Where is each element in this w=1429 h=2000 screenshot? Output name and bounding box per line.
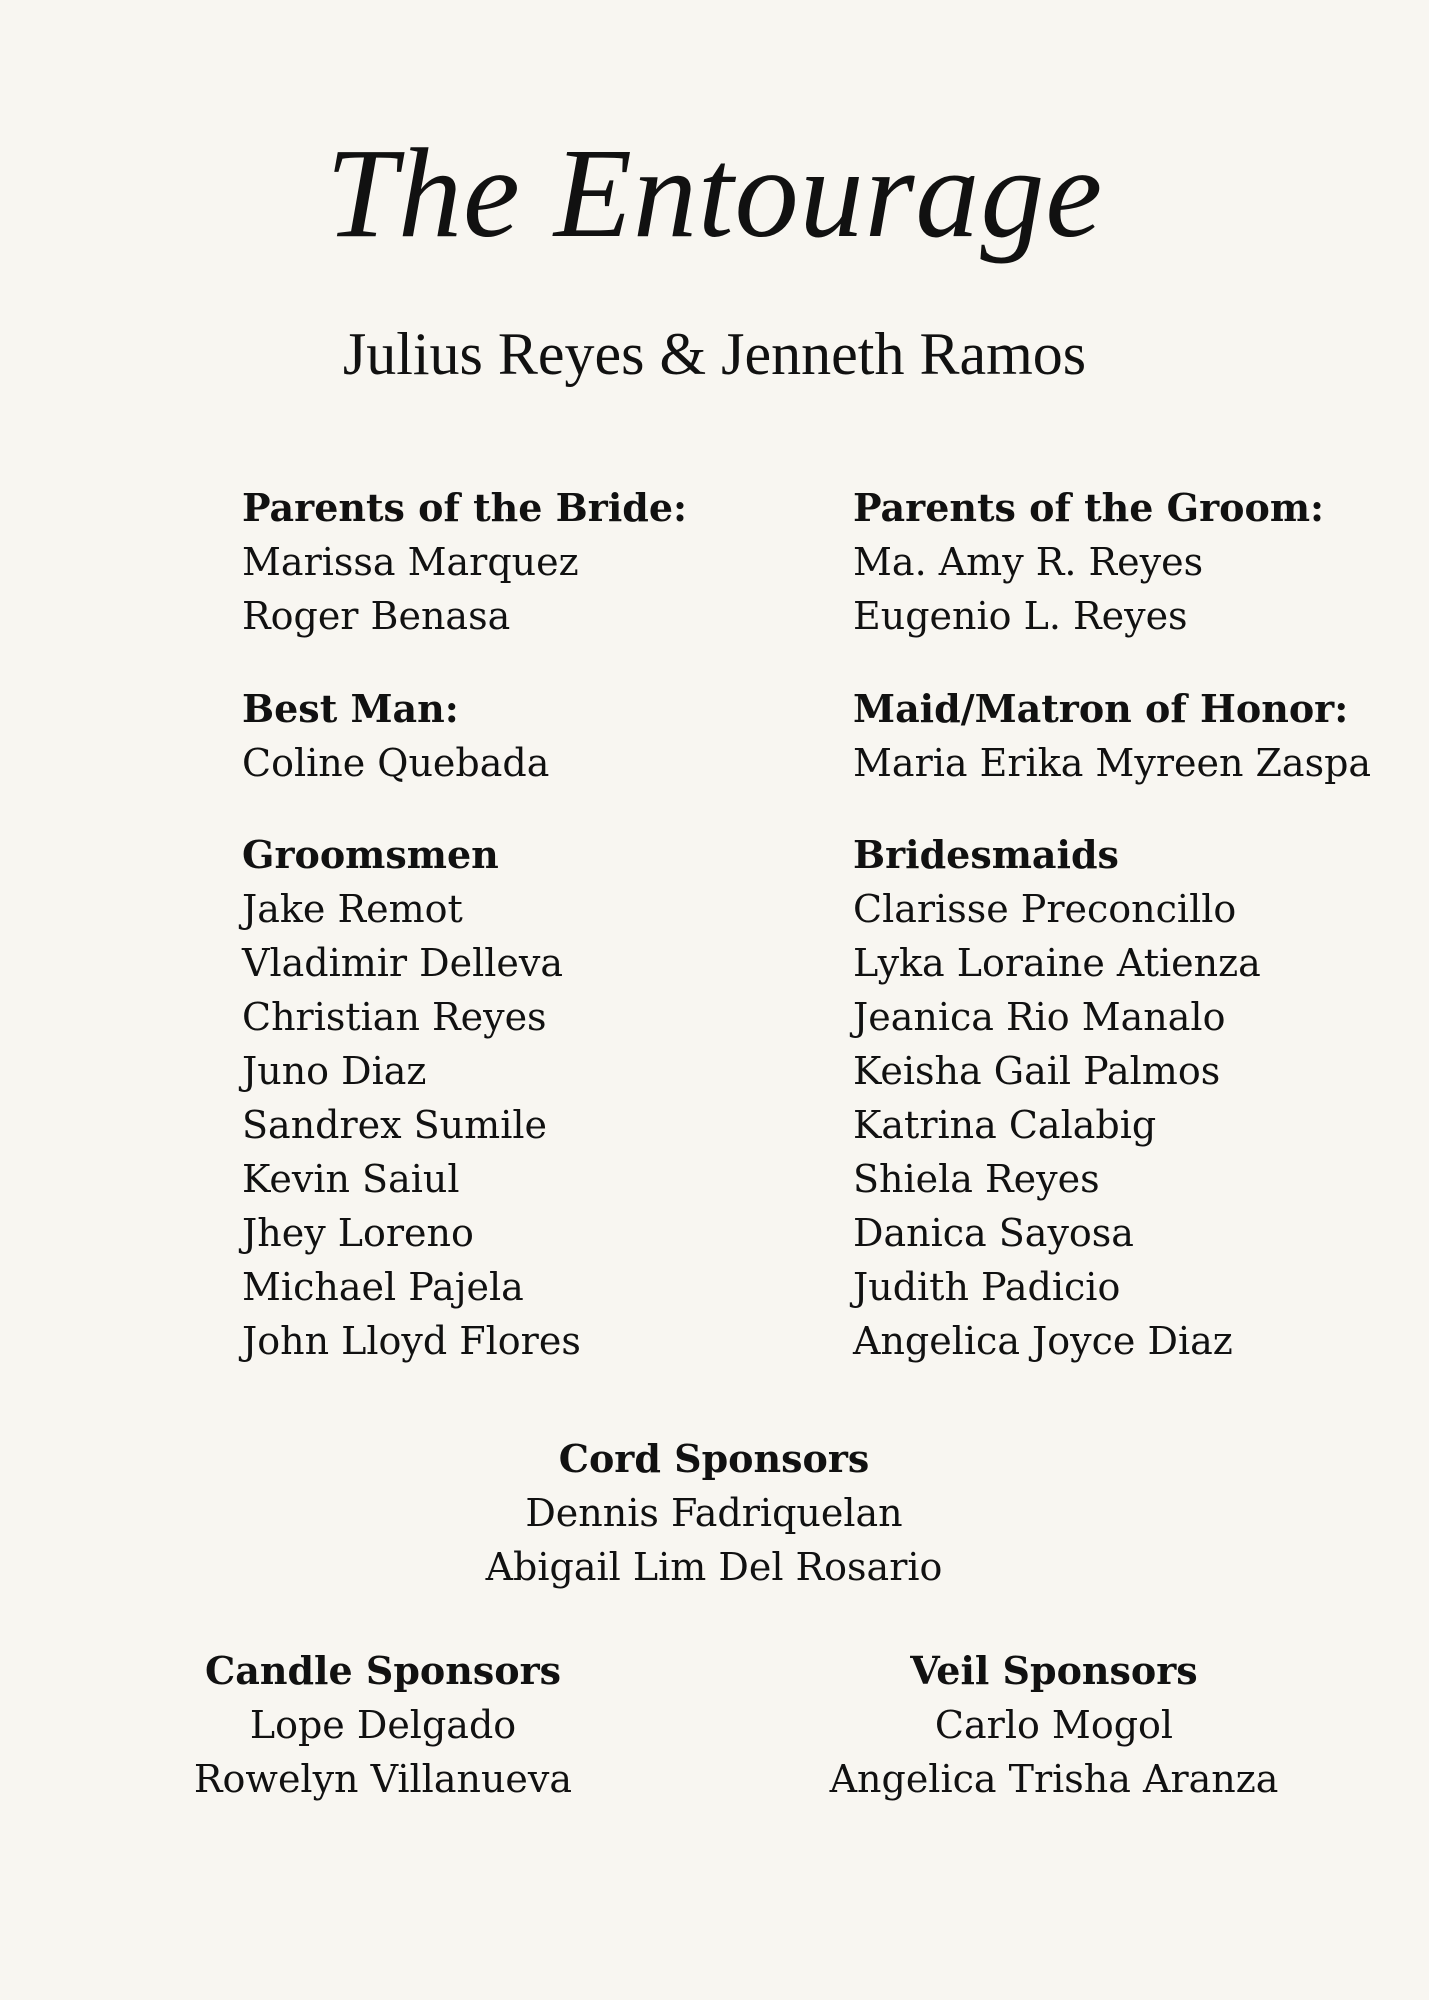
- section-heading: Groomsmen: [242, 832, 499, 877]
- entourage-name: Lyka Loraine Atienza: [853, 941, 1261, 985]
- page-title: The Entourage: [325, 122, 1104, 264]
- entourage-name: Ma. Amy R. Reyes: [853, 540, 1204, 584]
- entourage-name: Michael Pajela: [242, 1265, 524, 1309]
- candle-sponsors-section: [133, 1644, 633, 1806]
- entourage-name: Katrina Calabig: [853, 1103, 1157, 1147]
- section-heading: Candle Sponsors: [204, 1648, 562, 1693]
- entourage-name: Juno Diaz: [242, 1049, 427, 1093]
- entourage-name: Vladimir Delleva: [242, 941, 564, 985]
- entourage-name: Eugenio L. Reyes: [853, 594, 1188, 638]
- entourage-name: Angelica Trisha Aranza: [829, 1757, 1279, 1801]
- groomsmen-section: [242, 828, 581, 1368]
- entourage-name: Carlo Mogol: [934, 1703, 1174, 1747]
- entourage-name: Lope Delgado: [249, 1703, 517, 1747]
- entourage-name: Angelica Joyce Diaz: [853, 1319, 1233, 1363]
- entourage-name: Abigail Lim Del Rosario: [485, 1545, 943, 1589]
- entourage-name: Jhey Loreno: [242, 1211, 474, 1255]
- entourage-name: Danica Sayosa: [853, 1211, 1134, 1255]
- parents-of-bride-section: [242, 481, 687, 643]
- section-heading: Best Man:: [242, 686, 459, 731]
- maid-of-honor-section: [853, 682, 1371, 790]
- section-heading: Cord Sponsors: [558, 1436, 870, 1481]
- couple-names: Julius Reyes & Jenneth Ramos: [342, 321, 1087, 387]
- entourage-name: Jake Remot: [242, 887, 463, 931]
- entourage-name: Roger Benasa: [242, 594, 511, 638]
- entourage-name: Christian Reyes: [242, 995, 547, 1039]
- entourage-name: Keisha Gail Palmos: [853, 1049, 1221, 1093]
- entourage-name: Jeanica Rio Manalo: [853, 995, 1226, 1039]
- section-heading: Maid/Matron of Honor:: [853, 686, 1349, 731]
- section-heading: Parents of the Groom:: [853, 485, 1325, 530]
- entourage-name: Clarisse Preconcillo: [853, 887, 1237, 931]
- entourage-name: Shiela Reyes: [853, 1157, 1100, 1201]
- best-man-section: [242, 682, 549, 790]
- cord-sponsors-section: [414, 1432, 1014, 1594]
- entourage-name: Sandrex Sumile: [242, 1103, 547, 1147]
- section-heading: Bridesmaids: [853, 832, 1119, 877]
- section-heading: Parents of the Bride:: [242, 485, 688, 530]
- entourage-name: Kevin Saiul: [242, 1157, 460, 1201]
- entourage-name: Marissa Marquez: [242, 540, 579, 584]
- parents-of-groom-section: [853, 481, 1324, 643]
- entourage-name: John Lloyd Flores: [242, 1319, 581, 1363]
- veil-sponsors-section: [784, 1644, 1324, 1806]
- bridesmaids-section: [853, 828, 1261, 1368]
- entourage-name: Rowelyn Villanueva: [193, 1757, 573, 1801]
- entourage-name: Judith Padicio: [853, 1265, 1121, 1309]
- entourage-name: Dennis Fadriquelan: [525, 1491, 903, 1535]
- entourage-name: Coline Quebada: [242, 741, 550, 785]
- entourage-name: Maria Erika Myreen Zaspa: [853, 741, 1372, 785]
- section-heading: Veil Sponsors: [910, 1648, 1198, 1693]
